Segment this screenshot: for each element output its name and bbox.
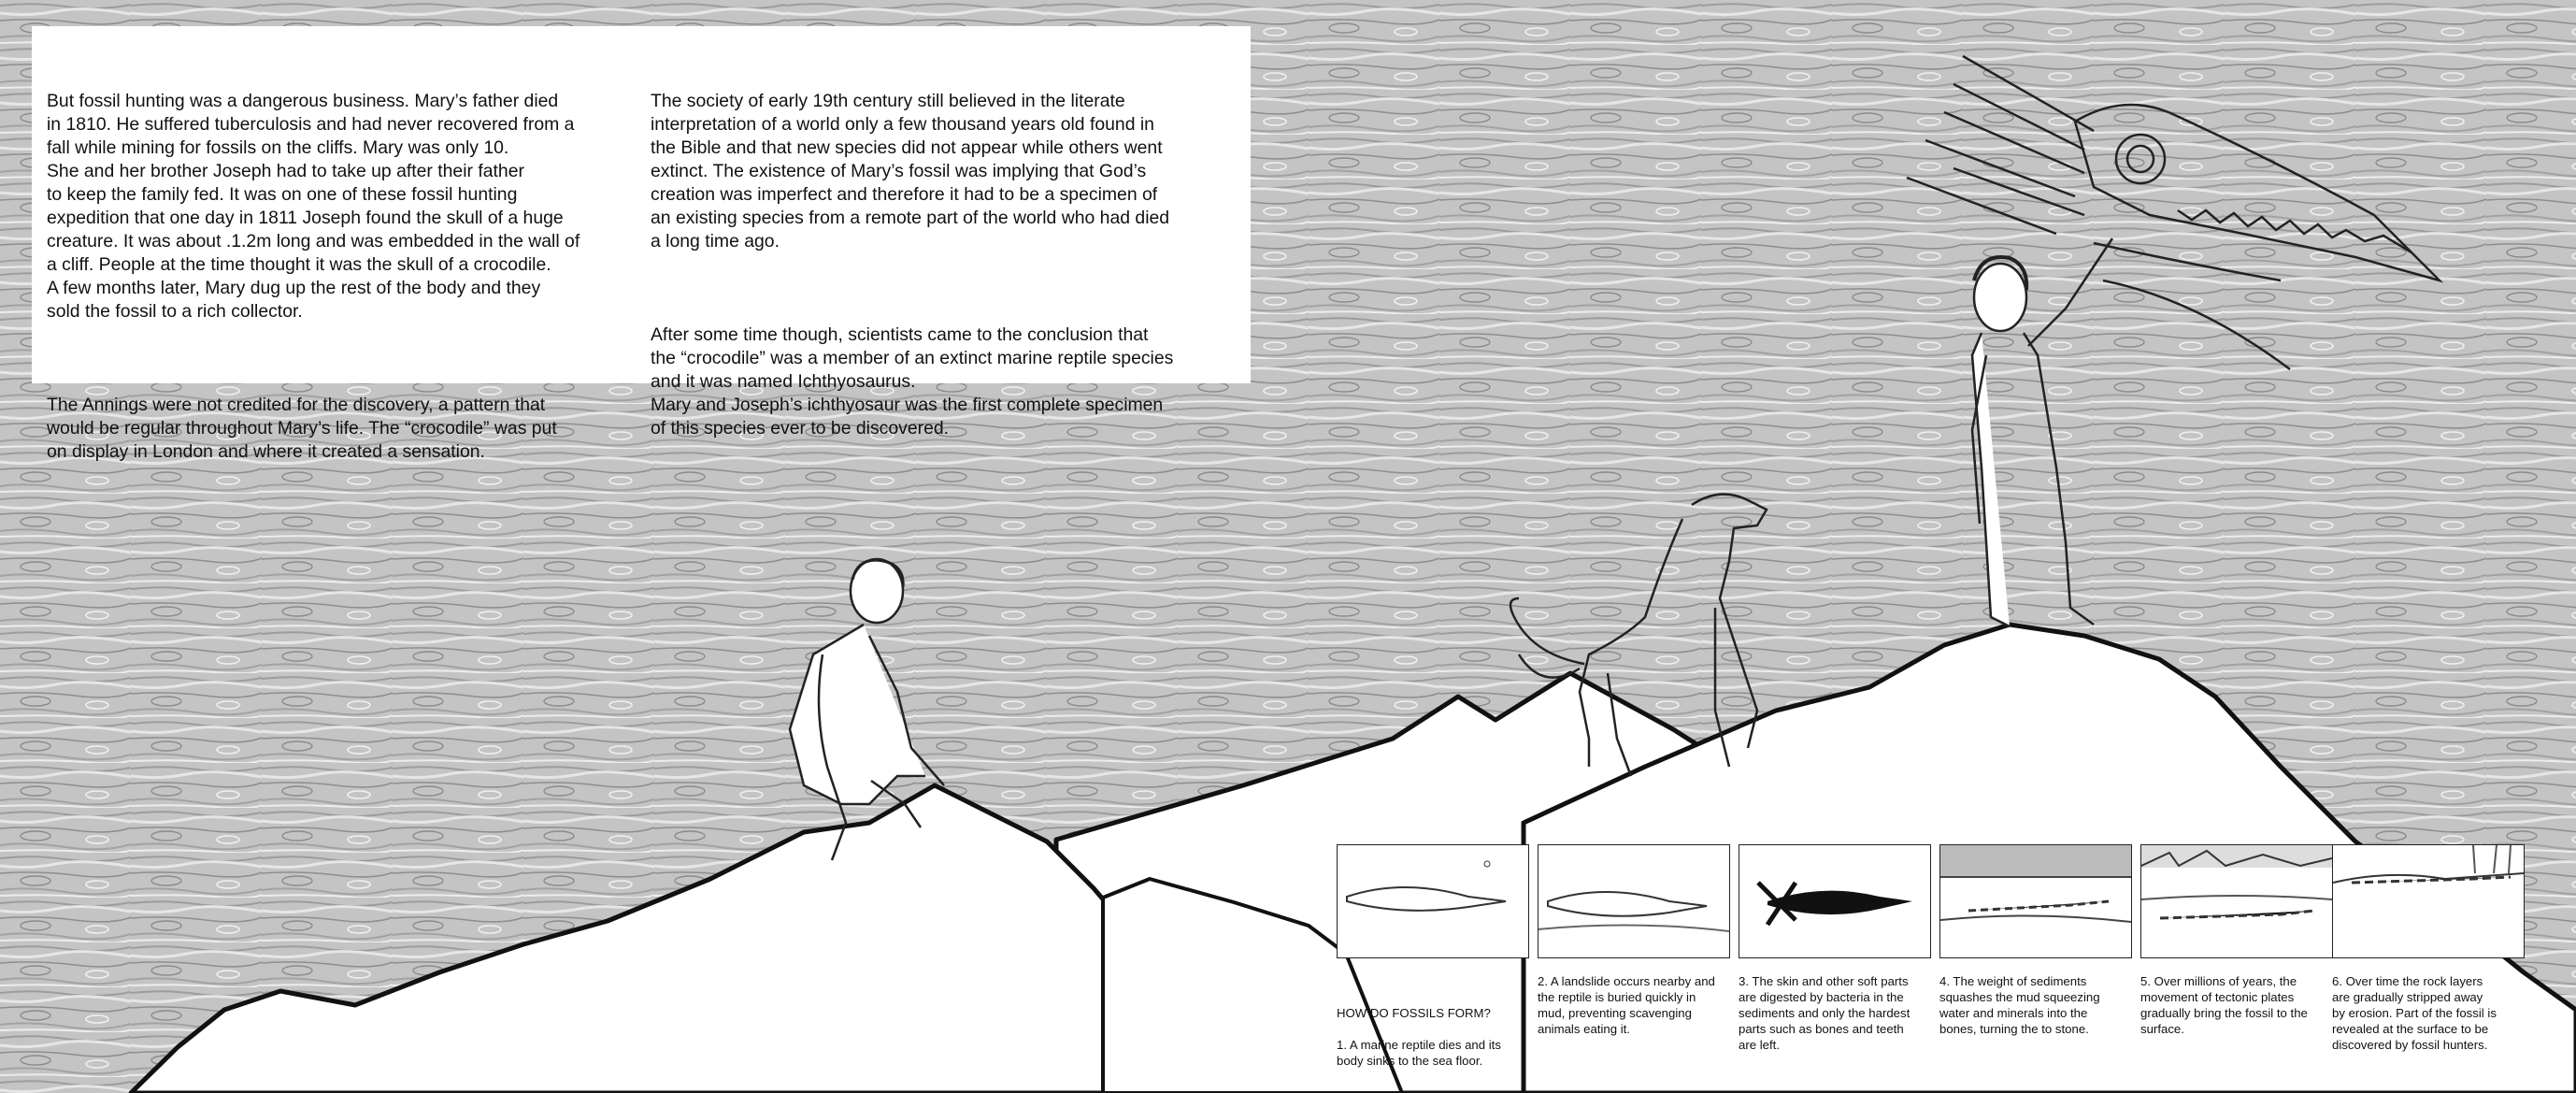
- fossil-step-3-caption: 3. The skin and other soft parts are digested by bacteria in the sediments and only the hardest parts such as bones and teeth are left.: [1739, 974, 1911, 1052]
- fossil-step-5-caption: 5. Over millions of years, the movement of tectonic plates gradually bring the fossil to the surface.: [2140, 974, 2308, 1036]
- fossil-step-4-caption: 4. The weight of sediments squashes the mud squeezing water and minerals into the bones, turning the to stone.: [1939, 974, 2100, 1036]
- fossil-step-1-panel: [1337, 844, 1529, 958]
- fossil-step-4-panel: [1939, 844, 2132, 958]
- fossil-step-1-caption: [1337, 973, 1524, 1069]
- fossil-step-text: 1. A marine reptile dies and its body sinks to the sea floor.: [1337, 1038, 1501, 1068]
- fossil-step-2-panel: [1538, 844, 1730, 958]
- story-text-box: [32, 26, 1251, 462]
- fossils-heading: HOW DO FOSSILS FORM?: [1337, 1006, 1491, 1020]
- story-column-right: [651, 43, 1211, 511]
- fossil-step-6-panel: [2332, 844, 2525, 958]
- fossil-step-2-caption: 2. A landslide occurs nearby and the reptile is buried quickly in mud, preventing scavenging animals eating it.: [1538, 974, 1715, 1036]
- story-paragraph: But fossil hunting was a dangerous business. Mary’s father died in 1810. He suffered tuberculosis and had never recovered from a fall while mining for fossils on the cliffs. Mary was only 10. She and her brother Joseph had to take up after their father to keep the family fed. It was on one of these fossil hunting expedition that one day in 1811 Joseph found the skull of a huge creature. It was about .1.2m long and was embedded in the wall of a cliff. People at the time thought it was the skull of a crocodile. A few months later, Mary dug up the rest of the body and they sold the fossil to a rich collector.: [47, 91, 580, 322]
- fossil-step-3-panel: [1739, 844, 1931, 958]
- fossil-step-6-caption: 6. Over time the rock layers are gradually stripped away by erosion. Part of the fossil is revealed at the surface to be discovered by fossil hunters.: [2332, 974, 2497, 1052]
- story-paragraph: After some time though, scientists came to the conclusion that the “crocodile” was a member of an extinct marine reptile species and it was named Ichthyosaurus. Mary and Joseph’s ichthyosaur was the first complete specimen of this species ever to be discovered.: [651, 324, 1174, 439]
- fossil-step-5-panel: [2140, 844, 2333, 958]
- story-column-left: [47, 43, 608, 534]
- story-paragraph: The society of early 19th century still believed in the literate interpretation of a world only a few thousand years old found in the Bible and that new species did not appear while others went extinct. The existence of Mary’s fossil was implying that God’s creation was imperfect and therefore it had to be a specimen of an existing species from a remote part of the world who had died a long time ago.: [651, 91, 1170, 252]
- story-paragraph: The Annings were not credited for the discovery, a pattern that would be regular throughout Mary’s life. The “crocodile” was put on display in London and where it created a sensation.: [47, 395, 557, 462]
